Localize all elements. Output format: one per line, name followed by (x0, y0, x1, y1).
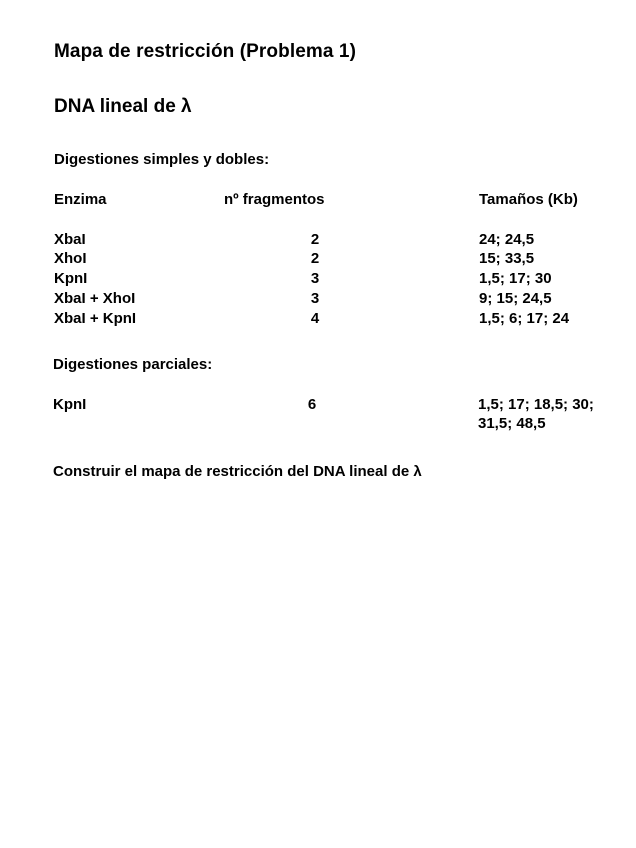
row-sizes: 24; 24,5 (479, 231, 535, 248)
row-enzyme: XbaI (54, 231, 86, 248)
header-fragments: nº fragmentos (224, 191, 325, 208)
row-enzyme: XbaI + KpnI (54, 310, 137, 327)
row-sizes: 15; 33,5 (479, 250, 535, 267)
row-fragments: 3 (310, 290, 320, 307)
partial-digestions-heading: Digestiones parciales: (53, 356, 213, 373)
page-subtitle: DNA lineal de λ (54, 96, 192, 117)
row-fragments: 3 (310, 270, 320, 287)
row-fragments: 4 (310, 310, 320, 327)
row-sizes: 1,5; 6; 17; 24 (479, 310, 570, 327)
row-enzyme: XbaI + XhoI (54, 290, 136, 307)
partial-row-sizes-line2: 31,5; 48,5 (478, 415, 546, 432)
row-enzyme: XhoI (54, 250, 87, 267)
row-sizes: 1,5; 17; 30 (479, 270, 552, 287)
partial-row-sizes-line1: 1,5; 17; 18,5; 30; (478, 396, 594, 413)
page-title: Mapa de restricción (Problema 1) (54, 41, 357, 62)
row-sizes: 9; 15; 24,5 (479, 290, 552, 307)
header-sizes: Tamaños (Kb) (479, 191, 578, 208)
row-enzyme: KpnI (54, 270, 88, 287)
row-fragments: 2 (310, 250, 320, 267)
instruction-text: Construir el mapa de restricción del DNA lineal de λ (53, 463, 422, 480)
simple-digestions-heading: Digestiones simples y dobles: (54, 151, 270, 168)
partial-row-enzyme: KpnI (53, 396, 87, 413)
partial-row-fragments: 6 (307, 396, 317, 413)
header-enzyme: Enzima (54, 191, 107, 208)
row-fragments: 2 (310, 231, 320, 248)
